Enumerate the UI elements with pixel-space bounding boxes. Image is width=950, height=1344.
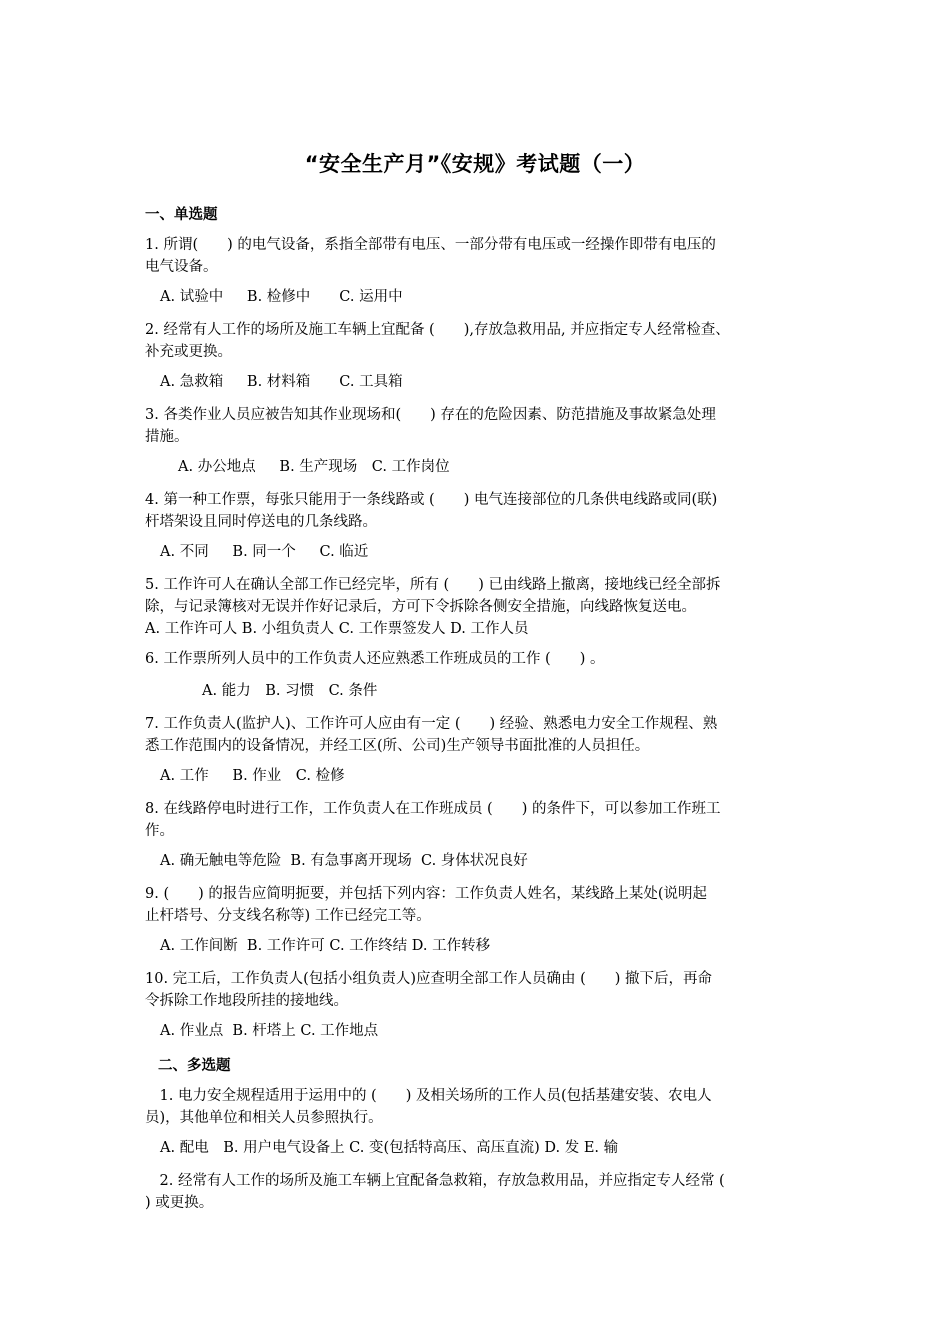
question-line: 电气设备。 — [145, 259, 218, 275]
question-10-options: A. 作业点 B. 杆塔上 C. 工作地点 — [160, 1023, 379, 1039]
question-6-options: A. 能力 B. 习惯 C. 条件 — [202, 683, 378, 699]
question-line: 4. 第一种工作票，每张只能用于一条线路或 ( ) 电气连接部位的几条供电线路或同(联) — [145, 492, 718, 508]
question-line: 除，与记录簿核对无误并作好记录后，方可下令拆除各侧安全措施，向线路恢复送电。 — [145, 599, 696, 615]
question-4-options: A. 不同 B. 同一个 C. 临近 — [160, 544, 369, 560]
question-8 — [145, 798, 825, 842]
question-line: 员)，其他单位和相关人员参照执行。 — [145, 1110, 383, 1126]
question-options-line: A. 工作许可人 B. 小组负责人 C. 工作票签发人 D. 工作人员 — [145, 621, 529, 637]
question-9-options: A. 工作间断 B. 工作许可 C. 工作终结 D. 工作转移 — [160, 938, 491, 954]
multi-question-1 — [145, 1085, 825, 1129]
question-line: 9. ( ) 的报告应简明扼要，并包括下列内容：工作负责人姓名，某线路上某处(说明起 — [145, 886, 708, 902]
question-10 — [145, 968, 825, 1012]
question-4 — [145, 489, 825, 533]
question-line: 6. 工作票所列人员中的工作负责人还应熟悉工作班成员的工作 ( ) 。 — [145, 651, 605, 667]
question-line: 措施。 — [145, 429, 189, 445]
question-3-options: A. 办公地点 B. 生产现场 C. 工作岗位 — [178, 459, 450, 475]
question-line: 杆塔架设且同时停送电的几条线路。 — [145, 514, 377, 530]
question-line: 5. 工作许可人在确认全部工作已经完毕，所有 ( ) 已由线路上撤离，接地线已经全部拆 — [145, 577, 721, 593]
question-2 — [145, 319, 825, 363]
question-line: 3. 各类作业人员应被告知其作业现场和( ) 存在的危险因素、防范措施及事故紧急处理 — [145, 407, 716, 423]
question-line: ) 或更换。 — [145, 1195, 214, 1211]
question-5 — [145, 574, 825, 640]
question-line: 10. 完工后，工作负责人(包括小组负责人)应查明全部工作人员确由 ( ) 撤下后，再命 — [145, 971, 713, 987]
question-1-options: A. 试验中 B. 检修中 C. 运用中 — [160, 289, 403, 305]
question-8-options: A. 确无触电等危险 B. 有急事离开现场 C. 身体状况良好 — [160, 853, 528, 869]
question-7 — [145, 713, 825, 757]
question-line: 2. 经常有人工作的场所及施工车辆上宜配备急救箱，存放急救用品，并应指定专人经常 ( — [145, 1173, 725, 1189]
question-1 — [145, 234, 825, 278]
question-line: 8. 在线路停电时进行工作，工作负责人在工作班成员 ( ) 的条件下，可以参加工作班工 — [145, 801, 721, 817]
section-heading-single-choice: 一、单选题 — [145, 207, 218, 223]
question-6 — [145, 648, 825, 670]
question-9 — [145, 883, 825, 927]
question-line: 悉工作范围内的设备情况，并经工区(所、公司)生产领导书面批准的人员担任。 — [145, 738, 650, 754]
question-3 — [145, 404, 825, 448]
question-line: 令拆除工作地段所挂的接地线。 — [145, 993, 348, 1009]
question-7-options: A. 工作 B. 作业 C. 检修 — [160, 768, 345, 784]
question-line: 7. 工作负责人(监护人)、工作许可人应由有一定 ( ) 经验、熟悉电力安全工作规程、熟 — [145, 716, 718, 732]
multi-question-2 — [145, 1170, 825, 1214]
multi-question-1-options: A. 配电 B. 用户电气设备上 C. 变(包括特高压、高压直流) D. 发 E. 输 — [160, 1140, 619, 1156]
section-heading-multiple-choice: 二、多选题 — [158, 1058, 231, 1074]
question-line: 1. 电力安全规程适用于运用中的 ( ) 及相关场所的工作人员(包括基建安装、农电人 — [145, 1088, 712, 1104]
question-line: 止杆塔号、分支线名称等) 工作已经完工等。 — [145, 908, 431, 924]
question-line: 补充或更换。 — [145, 344, 232, 360]
question-line: 2. 经常有人工作的场所及施工车辆上宜配备 ( ),存放急救用品, 并应指定专人经常检查、 — [145, 322, 730, 338]
question-line: 作。 — [145, 823, 174, 839]
question-2-options: A. 急救箱 B. 材料箱 C. 工具箱 — [160, 374, 403, 390]
question-line: 1. 所谓( ) 的电气设备，系指全部带有电压、一部分带有电压或一经操作即带有电压的 — [145, 237, 716, 253]
page-title: “安全生产月”《安规》考试题（一） — [304, 152, 646, 176]
